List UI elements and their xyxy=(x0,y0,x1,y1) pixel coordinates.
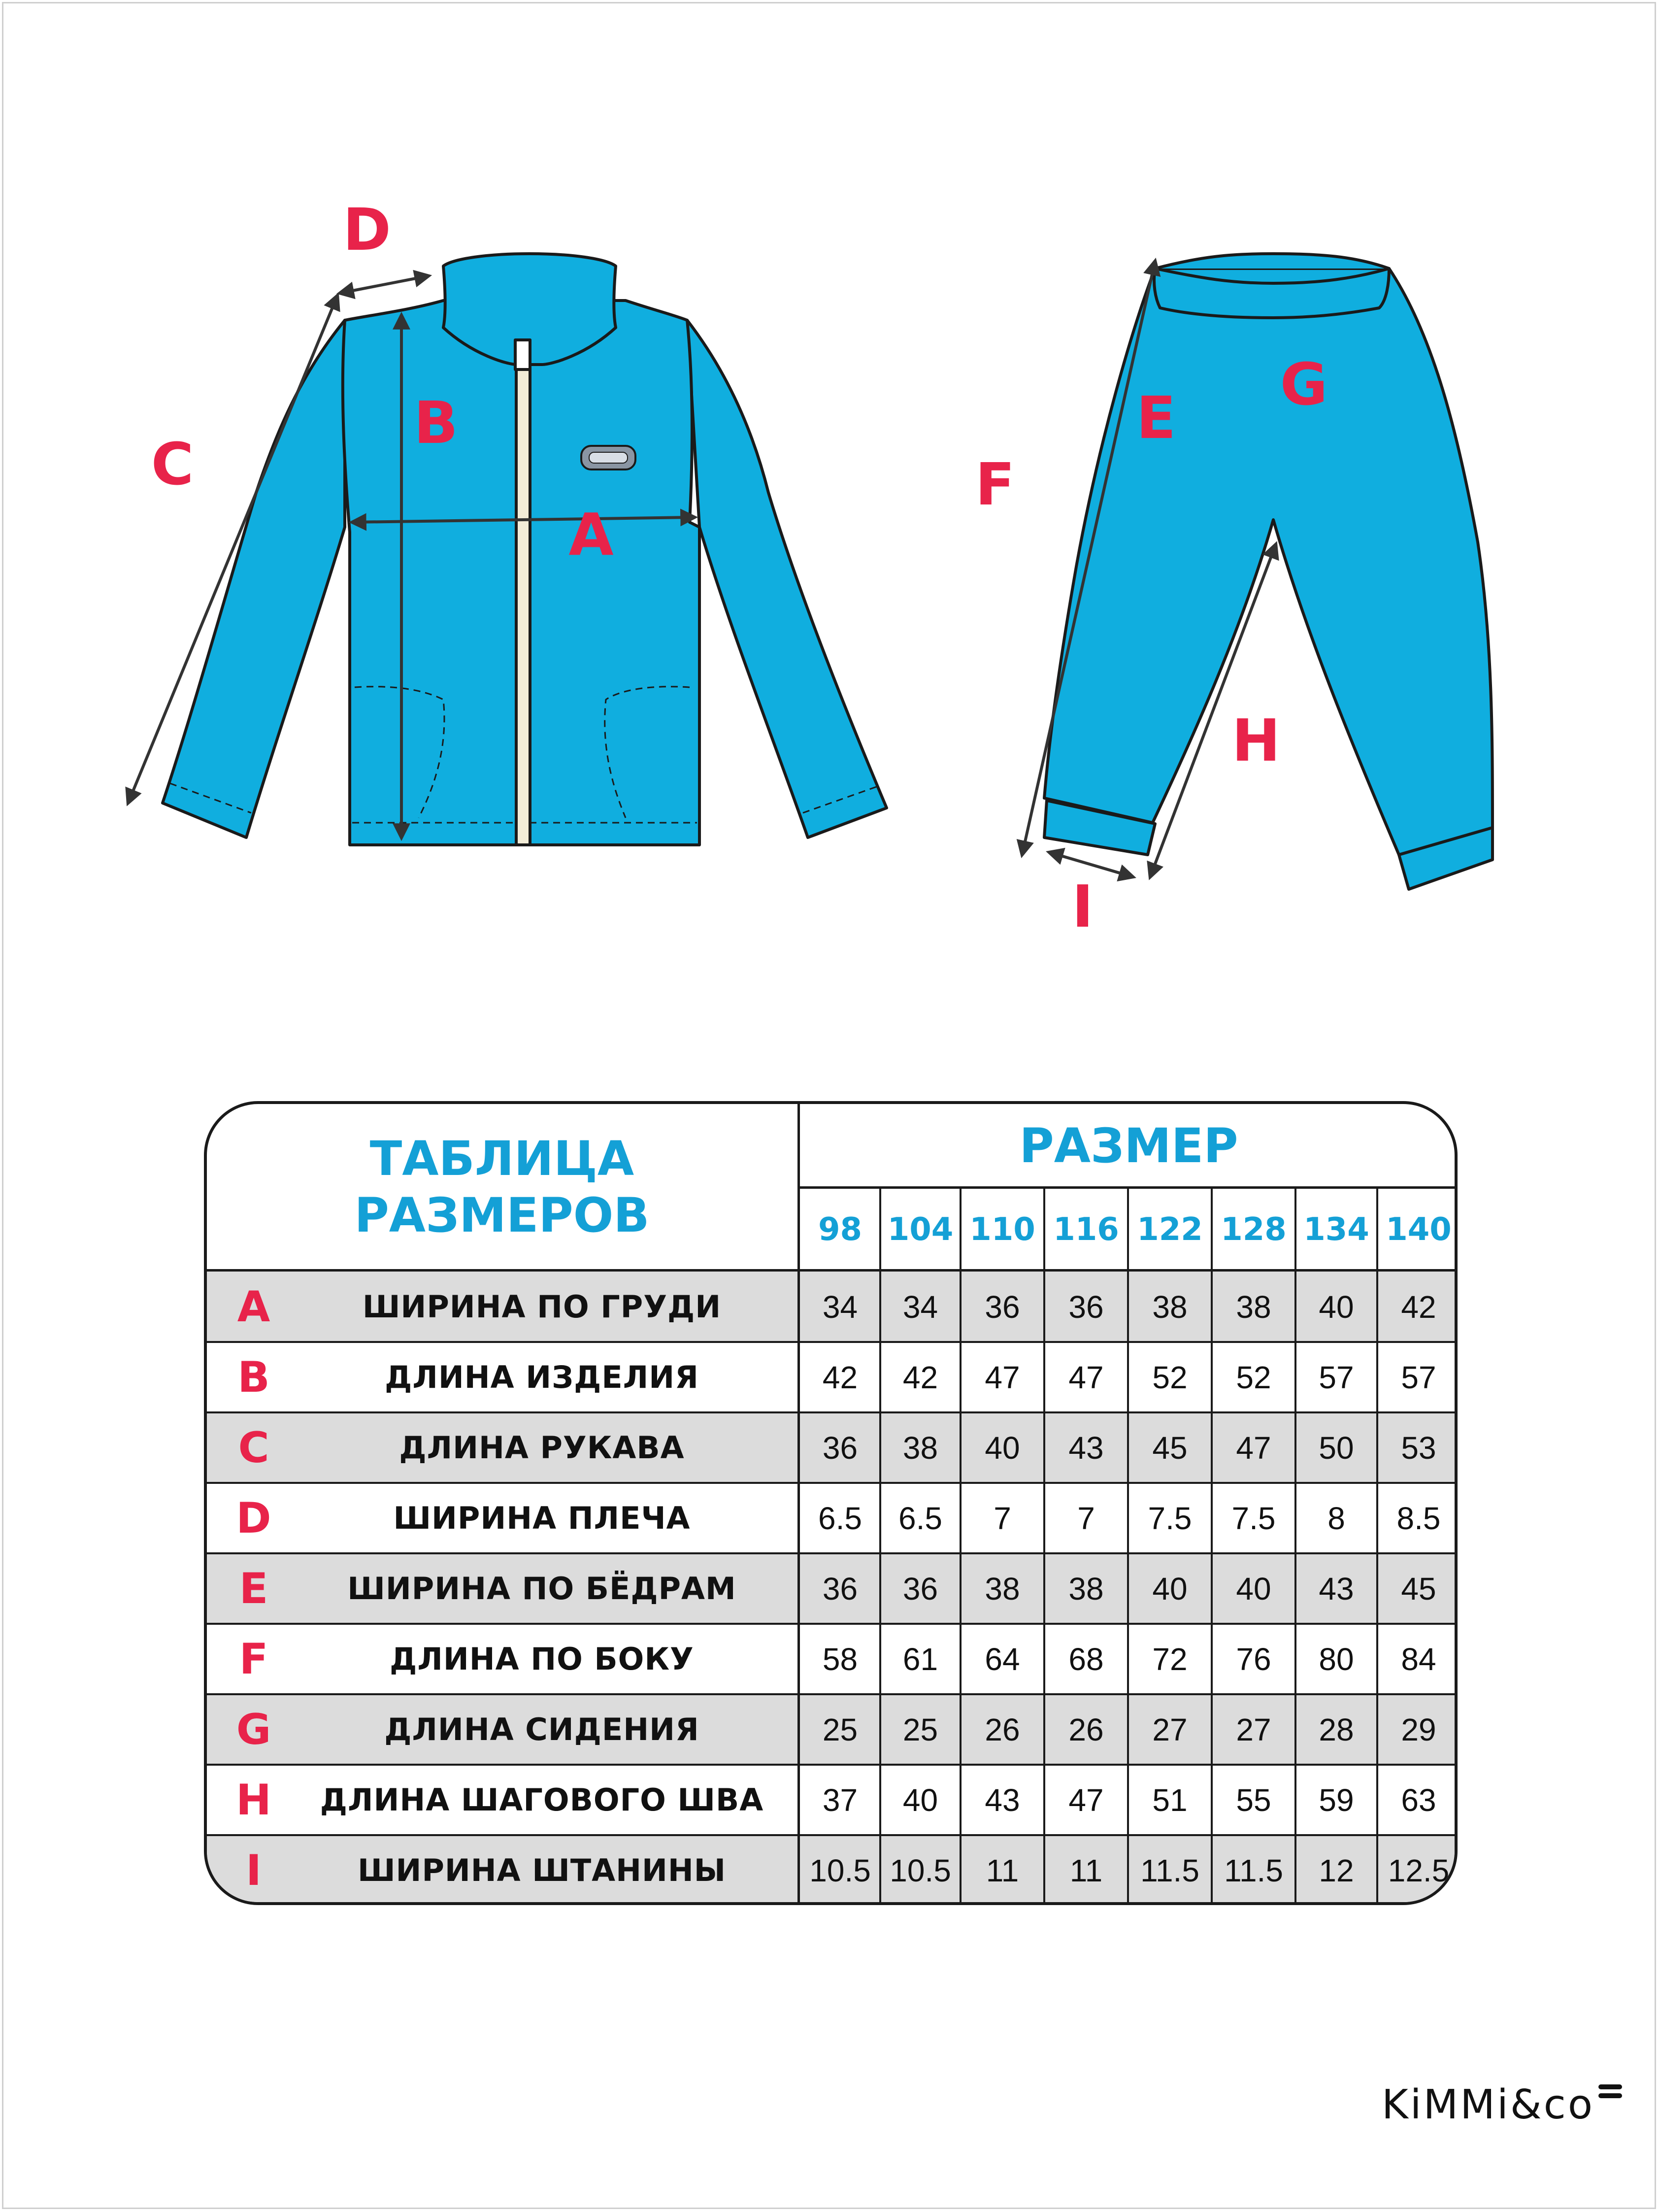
size-column-header: 110 xyxy=(969,1211,1035,1248)
row-value-cell: 42 xyxy=(822,1359,858,1395)
row-value-cell: 40 xyxy=(985,1430,1020,1466)
row-value-cell: 10.5 xyxy=(890,1852,951,1888)
row-value-cell: 42 xyxy=(1401,1289,1436,1325)
row-value-cell: 12.5 xyxy=(1388,1852,1450,1888)
measure-label-i: I xyxy=(1072,872,1094,940)
row-value-cell: 25 xyxy=(902,1711,938,1747)
size-table xyxy=(204,1101,1458,1905)
row-value-cell: 38 xyxy=(902,1430,938,1466)
size-column-header: 122 xyxy=(1137,1211,1203,1248)
row-value-cell: 47 xyxy=(1068,1359,1104,1395)
row-letter: F xyxy=(239,1634,268,1684)
row-letter: I xyxy=(246,1845,262,1895)
measure-label-f: F xyxy=(975,450,1015,518)
row-value-cell: 43 xyxy=(1068,1430,1104,1466)
row-value-cell: 38 xyxy=(1068,1571,1104,1607)
table-title-line2: РАЗМЕРОВ xyxy=(354,1188,650,1243)
garment-illustration xyxy=(0,0,1659,985)
row-measure-name: ДЛИНА ИЗДЕЛИЯ xyxy=(385,1359,699,1395)
row-value-cell: 59 xyxy=(1319,1782,1354,1818)
row-value-cell: 43 xyxy=(985,1782,1020,1818)
table-divider xyxy=(797,1104,800,1905)
row-value-cell: 29 xyxy=(1401,1711,1436,1747)
size-column-header: 140 xyxy=(1386,1211,1452,1248)
table-divider xyxy=(960,1188,962,1905)
row-value-cell: 51 xyxy=(1152,1782,1188,1818)
size-column-header: 98 xyxy=(818,1211,863,1248)
table-divider xyxy=(207,1482,1458,1484)
table-divider xyxy=(207,1623,1458,1625)
logo-stripes-icon xyxy=(1598,2081,1623,2103)
row-value-cell: 84 xyxy=(1401,1641,1436,1677)
row-letter: G xyxy=(236,1705,271,1754)
row-value-cell: 11 xyxy=(1069,1852,1103,1888)
row-value-cell: 40 xyxy=(1152,1571,1188,1607)
row-value-cell: 38 xyxy=(1152,1289,1188,1325)
row-value-cell: 11.5 xyxy=(1140,1852,1199,1888)
brand-logo xyxy=(1382,2081,1623,2136)
row-value-cell: 52 xyxy=(1236,1359,1271,1395)
row-value-cell: 7 xyxy=(1077,1500,1095,1536)
row-value-cell: 64 xyxy=(985,1641,1020,1677)
row-value-cell: 36 xyxy=(902,1571,938,1607)
row-value-cell: 36 xyxy=(822,1430,858,1466)
row-value-cell: 6.5 xyxy=(898,1500,942,1536)
row-value-cell: 68 xyxy=(1068,1641,1104,1677)
table-divider xyxy=(1127,1188,1129,1905)
size-column-header: 128 xyxy=(1221,1211,1287,1248)
measure-label-b: B xyxy=(414,389,458,457)
row-value-cell: 12 xyxy=(1319,1852,1354,1888)
row-value-cell: 37 xyxy=(822,1782,858,1818)
table-divider xyxy=(207,1764,1458,1766)
row-value-cell: 8 xyxy=(1327,1500,1345,1536)
row-value-cell: 52 xyxy=(1152,1359,1188,1395)
row-value-cell: 10.5 xyxy=(809,1852,871,1888)
row-letter: B xyxy=(237,1352,270,1402)
row-value-cell: 7.5 xyxy=(1231,1500,1276,1536)
row-value-cell: 34 xyxy=(902,1289,938,1325)
row-value-cell: 11.5 xyxy=(1224,1852,1283,1888)
row-value-cell: 36 xyxy=(822,1571,858,1607)
row-measure-name: ШИРИНА ПЛЕЧА xyxy=(393,1500,691,1536)
row-value-cell: 43 xyxy=(1319,1571,1354,1607)
table-divider xyxy=(207,1693,1458,1695)
row-value-cell: 7 xyxy=(994,1500,1011,1536)
row-letter: C xyxy=(238,1423,269,1473)
table-divider xyxy=(207,1411,1458,1413)
table-title-line1: ТАБЛИЦА xyxy=(369,1131,634,1186)
table-divider xyxy=(879,1188,881,1905)
jacket-drawing xyxy=(163,254,887,845)
row-letter: E xyxy=(239,1564,268,1613)
row-value-cell: 40 xyxy=(902,1782,938,1818)
row-value-cell: 57 xyxy=(1401,1359,1436,1395)
size-header: РАЗМЕР xyxy=(1019,1118,1238,1173)
row-value-cell: 53 xyxy=(1401,1430,1436,1466)
row-measure-name: ШИРИНА ШТАНИНЫ xyxy=(357,1852,727,1888)
row-value-cell: 36 xyxy=(985,1289,1020,1325)
row-measure-name: ШИРИНА ПО БЁДРАМ xyxy=(347,1571,736,1607)
measure-label-a: A xyxy=(568,501,614,569)
row-measure-name: ДЛИНА ШАГОВОГО ШВА xyxy=(320,1782,764,1818)
row-value-cell: 50 xyxy=(1319,1430,1354,1466)
row-value-cell: 61 xyxy=(902,1641,938,1677)
table-divider xyxy=(207,1341,1458,1343)
table-divider xyxy=(1211,1188,1213,1905)
row-value-cell: 8.5 xyxy=(1396,1500,1441,1536)
measure-label-h: H xyxy=(1231,706,1281,774)
row-value-cell: 45 xyxy=(1152,1430,1188,1466)
row-value-cell: 11 xyxy=(986,1852,1019,1888)
row-letter: A xyxy=(237,1282,270,1332)
row-letter: D xyxy=(236,1493,271,1543)
measure-label-e: E xyxy=(1136,384,1176,452)
row-value-cell: 72 xyxy=(1152,1641,1188,1677)
size-column-header: 134 xyxy=(1303,1211,1369,1248)
row-value-cell: 26 xyxy=(1068,1711,1104,1747)
row-letter: H xyxy=(236,1775,271,1825)
row-value-cell: 63 xyxy=(1401,1782,1436,1818)
table-divider xyxy=(207,1269,1458,1272)
row-value-cell: 47 xyxy=(1236,1430,1271,1466)
row-value-cell: 28 xyxy=(1319,1711,1354,1747)
table-divider xyxy=(1043,1188,1045,1905)
row-value-cell: 47 xyxy=(985,1359,1020,1395)
row-value-cell: 38 xyxy=(985,1571,1020,1607)
row-value-cell: 25 xyxy=(822,1711,858,1747)
row-value-cell: 42 xyxy=(902,1359,938,1395)
row-measure-name: ДЛИНА СИДЕНИЯ xyxy=(384,1711,699,1747)
brand-logo-text: KiMMi&co xyxy=(1382,2081,1595,2128)
row-measure-name: ДЛИНА РУКАВА xyxy=(399,1430,685,1466)
row-measure-name: ДЛИНА ПО БОКУ xyxy=(390,1641,694,1677)
row-measure-name: ШИРИНА ПО ГРУДИ xyxy=(362,1289,722,1325)
row-value-cell: 80 xyxy=(1319,1641,1354,1677)
size-column-header: 104 xyxy=(887,1211,954,1248)
table-divider xyxy=(1376,1188,1378,1905)
row-value-cell: 6.5 xyxy=(818,1500,862,1536)
table-divider xyxy=(207,1834,1458,1836)
row-value-cell: 58 xyxy=(822,1641,858,1677)
row-value-cell: 57 xyxy=(1319,1359,1354,1395)
row-value-cell: 26 xyxy=(985,1711,1020,1747)
row-value-cell: 47 xyxy=(1068,1782,1104,1818)
row-value-cell: 40 xyxy=(1319,1289,1354,1325)
size-column-header: 116 xyxy=(1053,1211,1119,1248)
row-value-cell: 34 xyxy=(822,1289,858,1325)
measure-label-c: C xyxy=(151,430,194,498)
row-value-cell: 36 xyxy=(1068,1289,1104,1325)
pants-drawing xyxy=(1044,254,1493,889)
table-divider xyxy=(1294,1188,1296,1905)
table-title xyxy=(207,1104,797,1271)
table-divider xyxy=(207,1552,1458,1554)
row-value-cell: 27 xyxy=(1236,1711,1271,1747)
row-value-cell: 7.5 xyxy=(1148,1500,1192,1536)
measure-label-g: G xyxy=(1280,350,1328,418)
row-value-cell: 40 xyxy=(1236,1571,1271,1607)
row-value-cell: 38 xyxy=(1236,1289,1271,1325)
row-value-cell: 55 xyxy=(1236,1782,1271,1818)
measure-label-d: D xyxy=(343,196,391,264)
row-value-cell: 27 xyxy=(1152,1711,1188,1747)
row-value-cell: 76 xyxy=(1236,1641,1271,1677)
row-value-cell: 45 xyxy=(1401,1571,1436,1607)
